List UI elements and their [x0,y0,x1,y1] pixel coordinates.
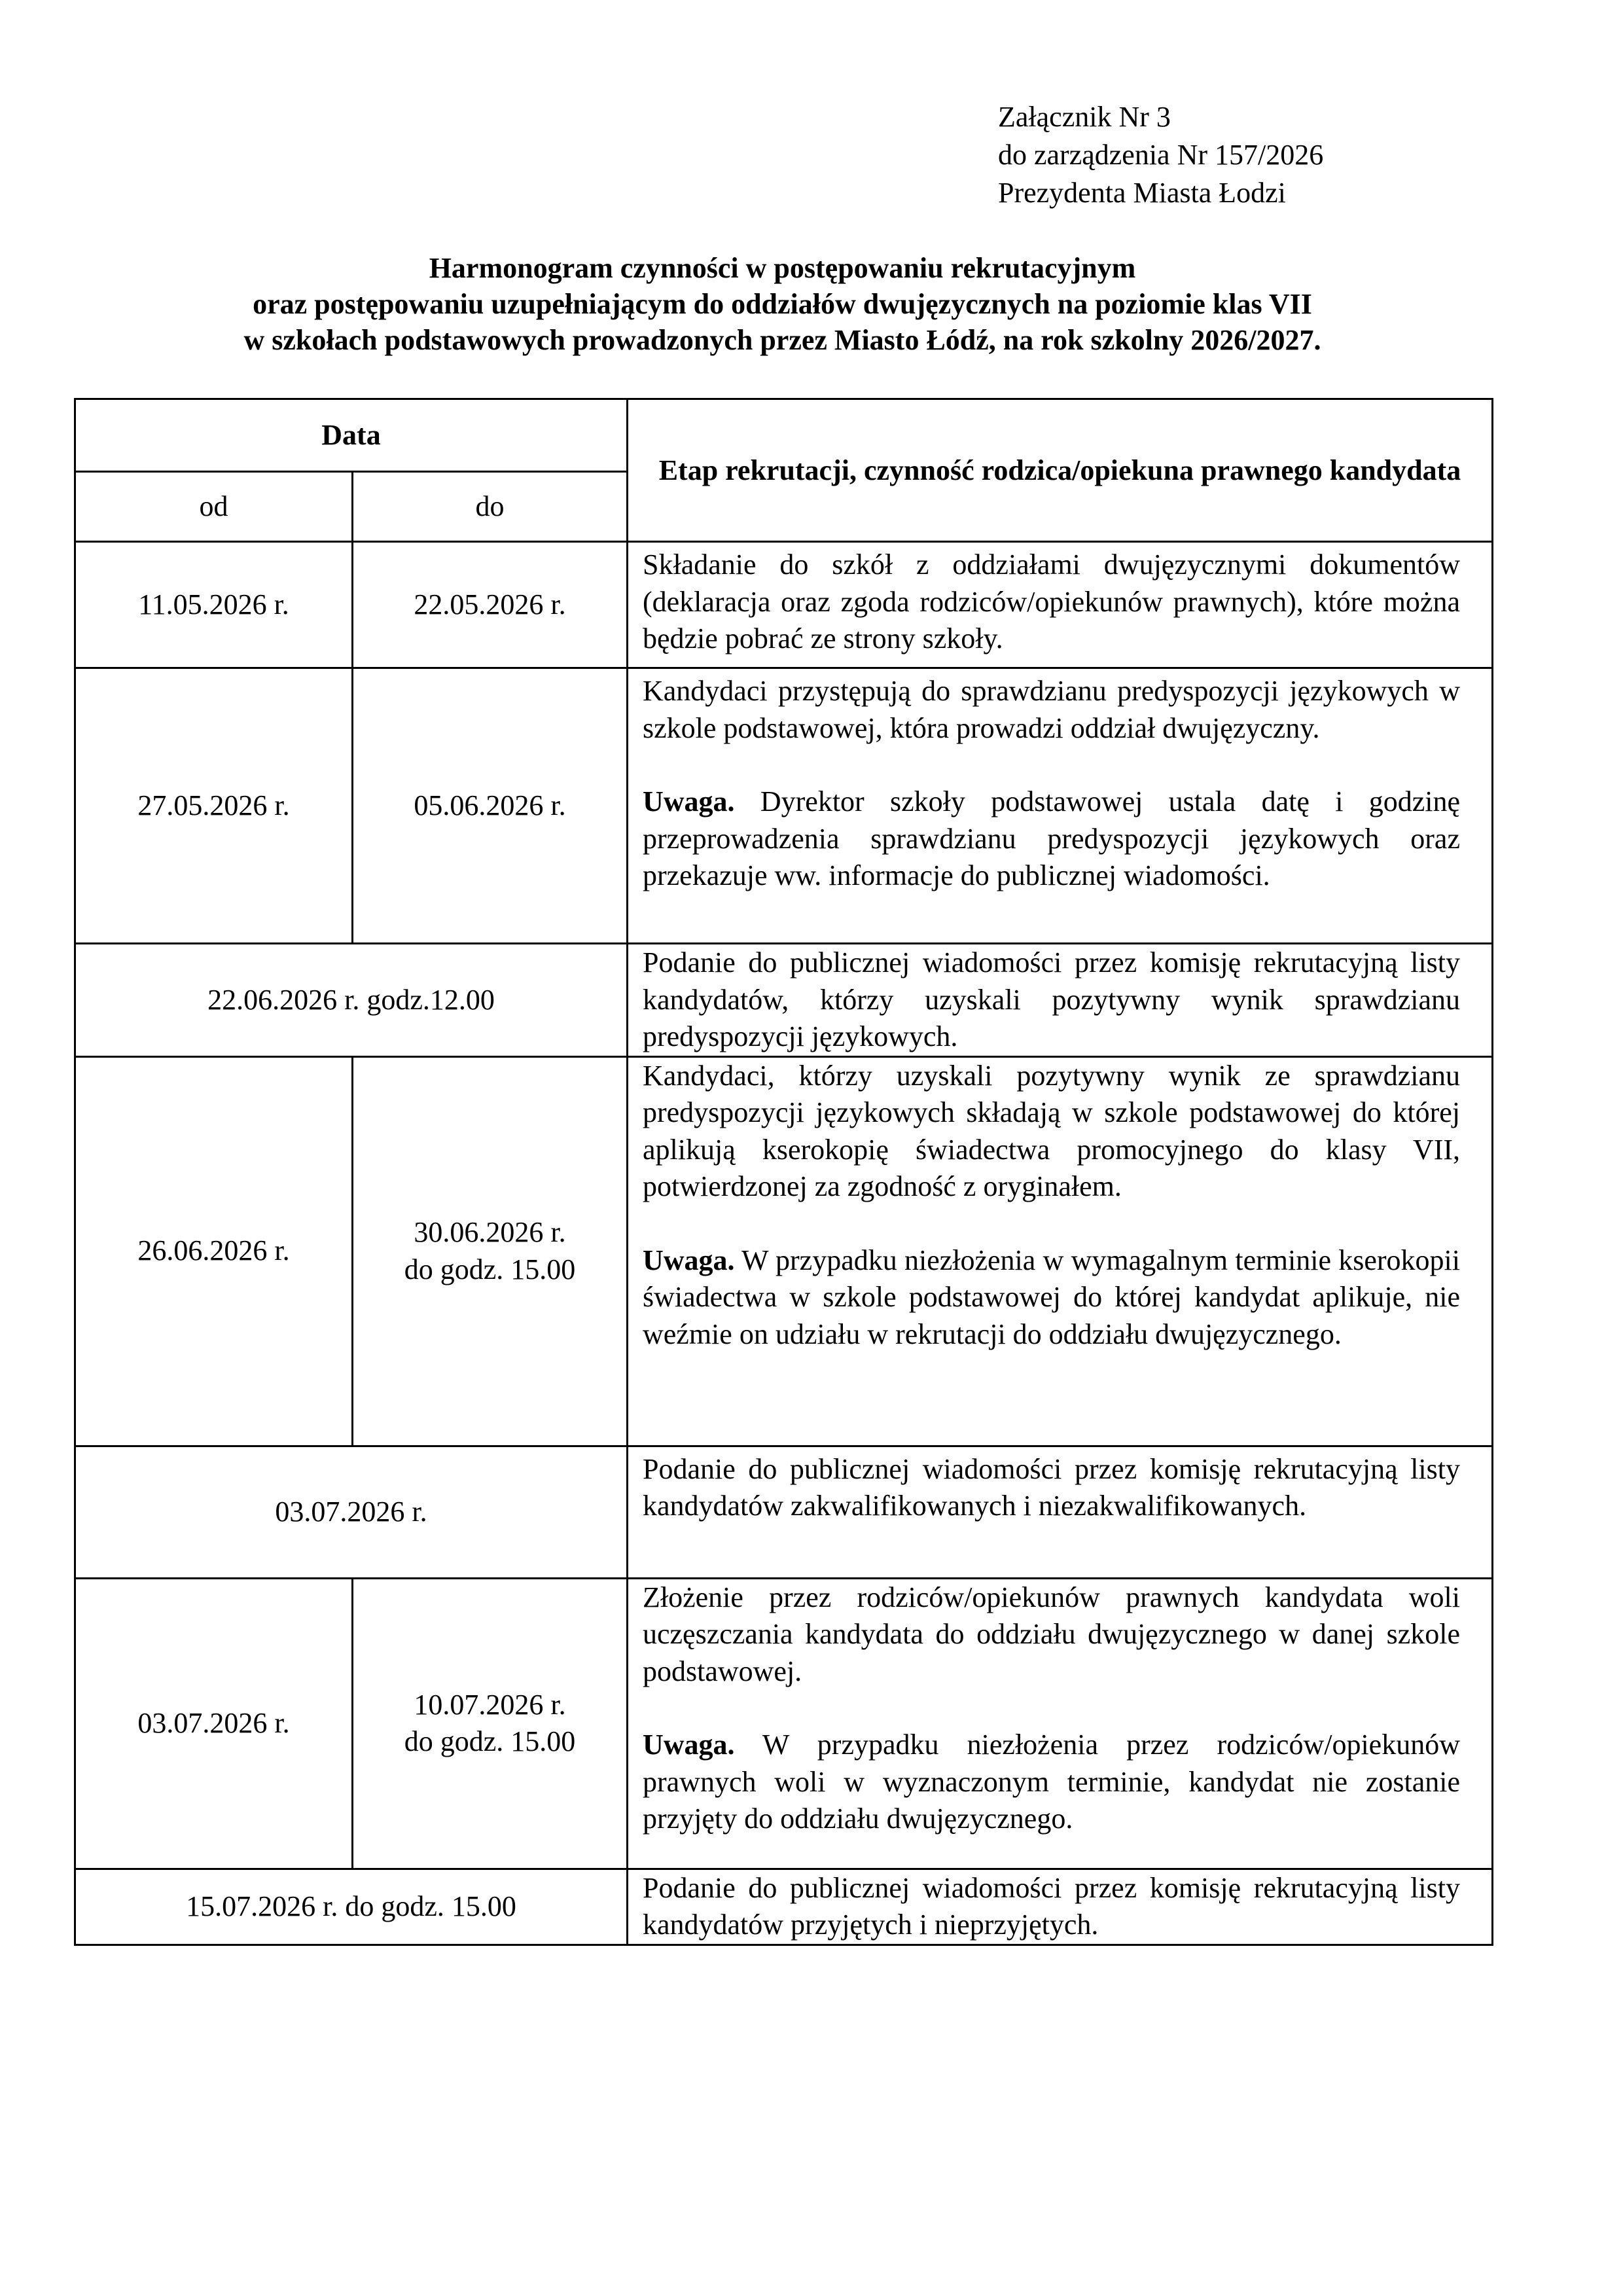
header-row [75,399,1493,472]
table-row [75,1869,1493,1945]
table-row [75,1446,1493,1578]
title-line-1: Harmonogram czynności w postępowaniu rekrutacyjnym [429,252,1136,284]
annex-ordinance: do zarządzenia Nr 157/2026 [998,139,1324,171]
stage-text: Kandydaci, którzy uzyskali pozytywny wynik ze sprawdzianu predyspozycji językowych składają w szkole podstawowej do której aplikują kserokopię świadectwa promocyjnego do klasy VII, potwierdzonej za zgodność z oryginałem. [643,1059,1460,1202]
paragraph-spacer [643,747,1460,783]
date-to [353,1578,628,1869]
annex-number: Załącznik Nr 3 [998,101,1171,133]
note-label: Uwaga. [643,785,735,817]
stage-description [628,1578,1493,1869]
table-row [75,542,1493,668]
stage-description [628,1056,1493,1446]
header-to: do [353,472,628,542]
stage-description [628,668,1493,944]
paragraph-spacer [643,1206,1460,1242]
date-to [353,1056,628,1446]
annex-issuer: Prezydenta Miasta Łodzi [998,177,1286,209]
stage-note [643,1242,1460,1354]
stage-text: Podanie do publicznej wiadomości przez komisję rekrutacyjną listy kandydatów przyjętych i nieprzyjętych. [643,1871,1460,1941]
date-single: 15.07.2026 r. do godz. 15.00 [75,1869,628,1945]
stage-text: Podanie do publicznej wiadomości przez komisję rekrutacyjną listy kandydatów, którzy uzyskali pozytywny wynik sprawdzianu predyspozycji językowych. [643,946,1460,1052]
table-row [75,944,1493,1057]
annex-reference [998,98,1323,212]
stage-text: Kandydaci przystępują do sprawdzianu predyspozycji językowych w szkole podstawowej, która prowadzi oddział dwujęzyczny. [643,675,1460,744]
table-row [75,1578,1493,1869]
date-to: 05.06.2026 r. [353,668,628,944]
header-from: od [75,472,353,542]
stage-text: Podanie do publicznej wiadomości przez komisję rekrutacyjną listy kandydatów zakwalifikowanych i niezakwalifikowanych. [643,1452,1460,1522]
date-single: 03.07.2026 r. [75,1446,628,1578]
schedule-table [74,398,1493,1946]
title-line-3: w szkołach podstawowych prowadzonych przez Miasto Łódź, na rok szkolny 2026/2027. [243,324,1321,356]
header-date: Data [75,399,628,472]
date-to-time: do godz. 15.00 [404,1253,576,1285]
date-to-day: 10.07.2026 r. [414,1688,566,1721]
note-text: W przypadku niezłożenia w wymagalnym terminie kserokopii świadectwa w szkole podstawowej do której kandydat aplikuje, nie weźmie on udziału w rekrutacji do oddziału dwujęzycznego. [643,1244,1460,1350]
date-to-time: do godz. 15.00 [404,1725,576,1757]
date-single: 22.06.2026 r. godz.12.00 [75,944,628,1057]
table-row [75,1056,1493,1446]
date-to: 22.05.2026 r. [353,542,628,668]
stage-description [628,1869,1493,1945]
document-title [74,250,1491,358]
stage-note [643,1727,1460,1838]
stage-note [643,783,1460,895]
table-row [75,668,1493,944]
stage-description [628,1446,1493,1578]
stage-description [628,542,1493,668]
paragraph-spacer [643,1690,1460,1727]
stage-text: Składanie do szkół z oddziałami dwujęzycznymi dokumentów (deklaracja oraz zgoda rodziców/opiekunów prawnych), które można będzie pobrać ze strony szkoły. [643,548,1460,655]
title-line-2: oraz postępowaniu uzupełniającym do oddziałów dwujęzycznych na poziomie klas VII [253,288,1312,320]
note-label: Uwaga. [643,1244,735,1276]
date-from: 11.05.2026 r. [75,542,353,668]
stage-text: Złożenie przez rodziców/opiekunów prawnych kandydata woli uczęszczania kandydata do oddziału dwujęzycznego w danej szkole podstawowej. [643,1581,1460,1687]
note-text: Dyrektor szkoły podstawowej ustala datę i godzinę przeprowadzenia sprawdzianu predyspozycji językowych oraz przekazuje ww. informacje do publicznej wiadomości. [643,785,1460,891]
header-stage: Etap rekrutacji, czynność rodzica/opiekuna prawnego kandydata [628,399,1493,542]
note-label: Uwaga. [643,1729,735,1761]
date-from: 03.07.2026 r. [75,1578,353,1869]
stage-description [628,944,1493,1057]
note-text: W przypadku niezłożenia przez rodziców/opiekunów prawnych woli w wyznaczonym terminie, kandydat nie zostanie przyjęty do oddziału dwujęzycznego. [643,1729,1460,1835]
date-to-day: 30.06.2026 r. [414,1216,566,1248]
date-from: 26.06.2026 r. [75,1056,353,1446]
date-from: 27.05.2026 r. [75,668,353,944]
